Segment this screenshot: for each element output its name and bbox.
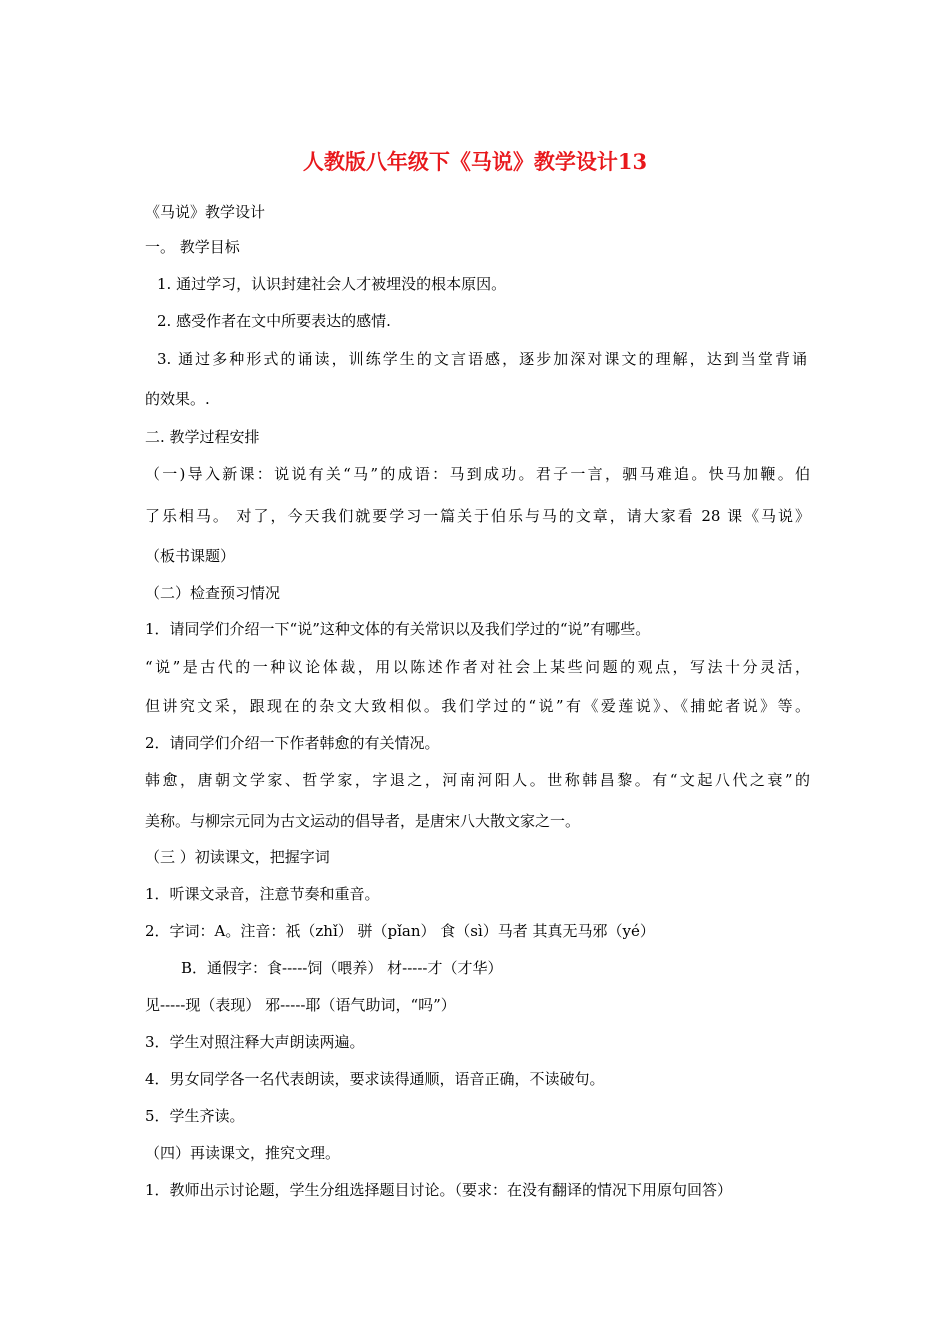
subsection-heading: （二）检查预习情况 bbox=[145, 584, 281, 602]
paragraph-line: 4．男女同学各一名代表朗读，要求读得通顺，语音正确，不读破句。 bbox=[145, 1070, 605, 1088]
paragraph-line: 3．学生对照注释大声朗读两遍。 bbox=[145, 1033, 365, 1051]
section-heading-objectives: 一。 教学目标 bbox=[145, 238, 240, 256]
paragraph-line: 2．请同学们介绍一下作者韩愈的有关情况。 bbox=[145, 734, 440, 752]
objective-item-3: 3. 通过多种形式的诵读，训练学生的文言语感，逐步加深对课文的理解，达到当堂背诵 bbox=[157, 350, 807, 368]
objective-item-3-cont: 的效果。. bbox=[145, 390, 210, 408]
paragraph-line: 1．听课文录音，注意节奏和重音。 bbox=[145, 885, 380, 903]
paragraph-line: 韩愈，唐朝文学家、哲学家，字退之，河南河阳人。世称韩昌黎。有“文起八代之衰”的 bbox=[145, 771, 810, 789]
doc-subtitle: 《马说》教学设计 bbox=[145, 203, 266, 221]
paragraph-line: 美称。与柳宗元同为古文运动的倡导者，是唐宋八大散文家之一。 bbox=[145, 812, 581, 830]
paragraph-line: 5．学生齐读。 bbox=[145, 1107, 245, 1125]
paragraph-line: 1．请同学们介绍一下“说”这种文体的有关常识以及我们学过的“说”有哪些。 bbox=[145, 620, 651, 638]
document-title: 人教版八年级下《马说》教学设计13 bbox=[302, 149, 648, 174]
paragraph-line: “说”是古代的一种议论体裁，用以陈述作者对社会上某些问题的观点，写法十分灵活， bbox=[145, 658, 810, 676]
paragraph-line: 2．字词：A。注音：祇（zhǐ） 骈（pǐan） 食（sì）马者 其真无马邪（yé） bbox=[145, 922, 655, 940]
paragraph-line: 但讲究文采，跟现在的杂文大致相似。我们学过的“说”有《爱莲说》、《捕蛇者说》等。 bbox=[145, 697, 810, 715]
paragraph-line: 见-----现（表现） 邪-----耶（语气助词，“吗”） bbox=[145, 996, 456, 1014]
subsection-heading: （三 ）初读课文，把握字词 bbox=[145, 848, 330, 866]
paragraph-line: B．通假字：食-----饲（喂养） 材-----才（才华） bbox=[181, 959, 503, 977]
paragraph-line: （板书课题） bbox=[145, 547, 236, 565]
section-heading-process: 二. 教学过程安排 bbox=[145, 428, 260, 446]
paragraph-line: 了乐相马。 对了，今天我们就要学习一篇关于伯乐与马的文章，请大家看 28 课《马说》 bbox=[145, 507, 810, 525]
objective-item-1: 1. 通过学习，认识封建社会人才被埋没的根本原因。 bbox=[157, 275, 507, 293]
paragraph-line: （一)导入新课：说说有关“马”的成语：马到成功。君子一言，驷马难追。快马加鞭。伯 bbox=[145, 465, 810, 483]
paragraph-line: 1．教师出示讨论题，学生分组选择题目讨论。（要求：在没有翻译的情况下用原句回答） bbox=[145, 1181, 733, 1199]
objective-item-2: 2. 感受作者在文中所要表达的感情. bbox=[157, 312, 391, 330]
subsection-heading: （四）再读课文，推究文理。 bbox=[145, 1144, 341, 1162]
